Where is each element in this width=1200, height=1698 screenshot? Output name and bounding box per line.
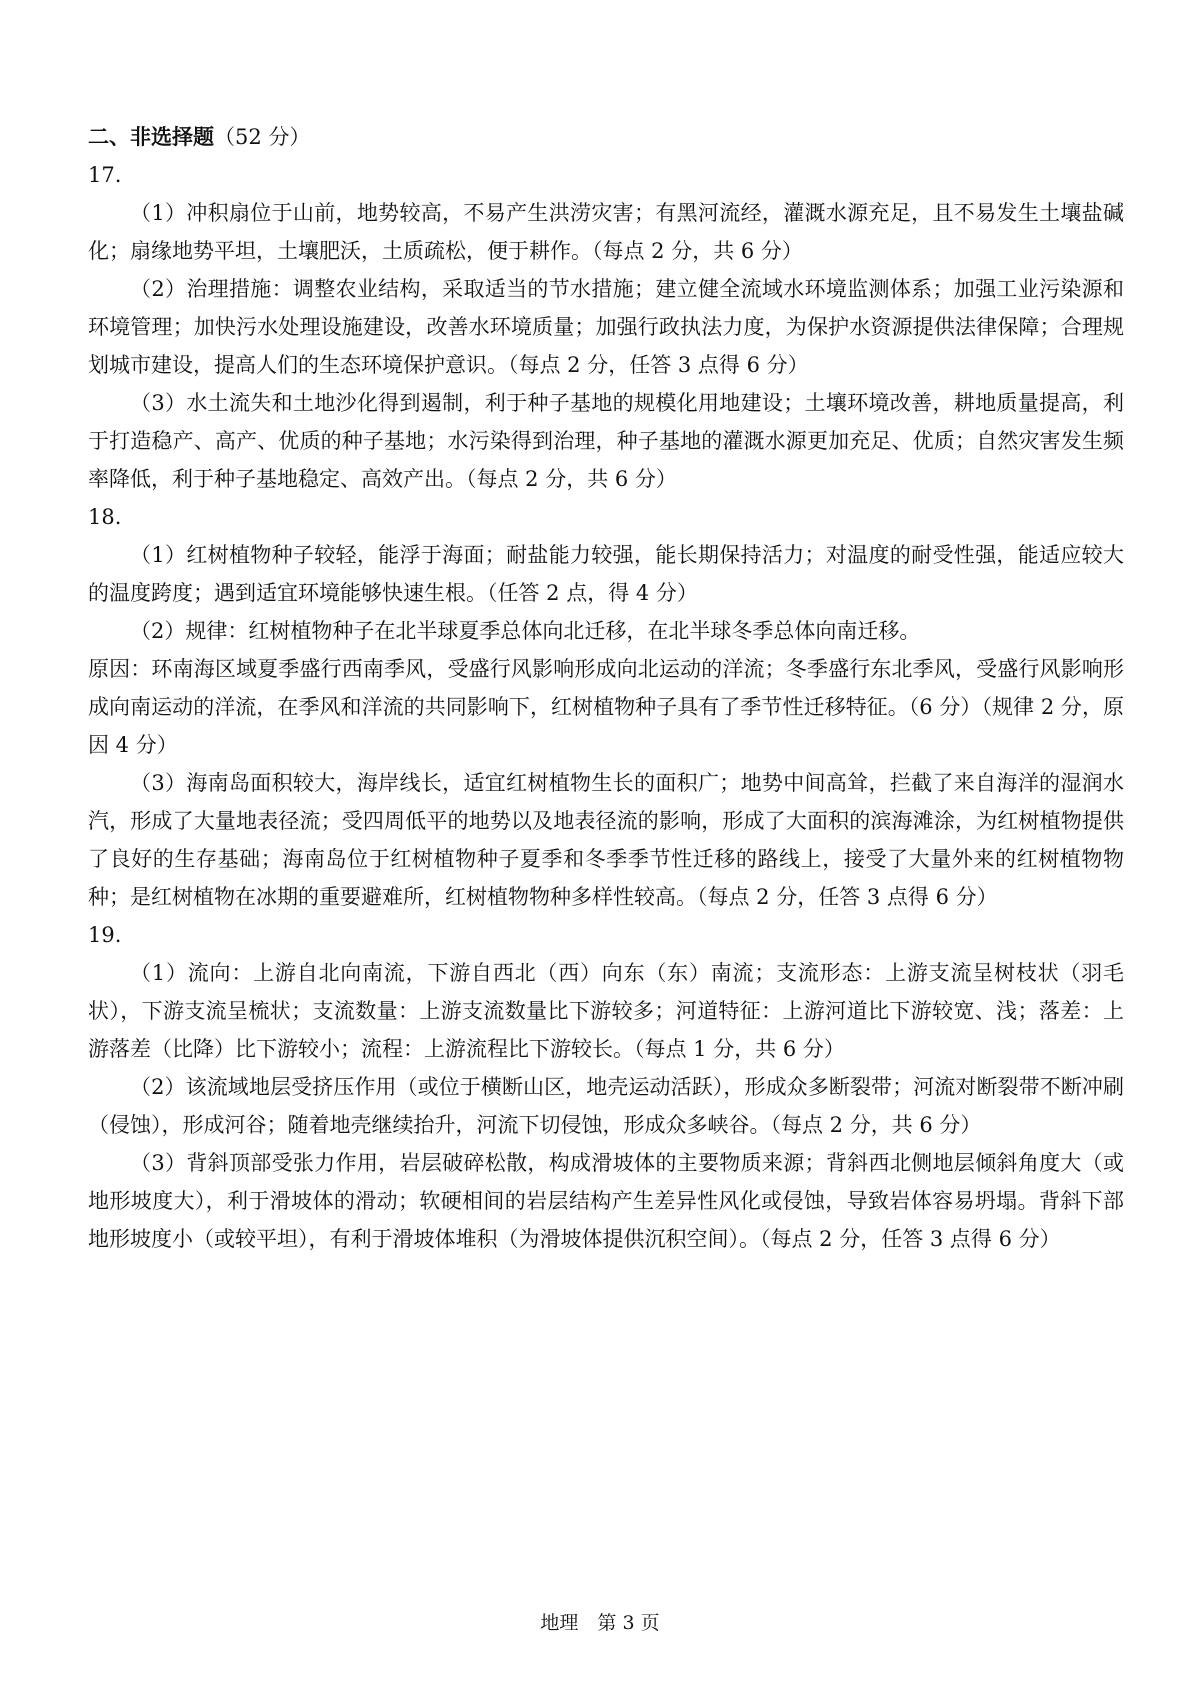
page-footer: 地理 第 3 页	[540, 1612, 660, 1634]
section-title: 二、非选择题	[88, 124, 214, 149]
question-number: 19.	[88, 923, 122, 947]
question-19	[88, 916, 1124, 1258]
answer-paragraph: （1）冲积扇位于山前，地势较高，不易产生洪涝灾害；有黑河流经，灌溉水源充足，且不易发生土壤盐碱化；扇缘地势平坦，土壤肥沃，土质疏松，便于耕作。（每点 2 分，共 6 分）	[88, 201, 1124, 263]
answer-paragraph: （2）规律：红树植物种子在北半球夏季总体向北迁移，在北半球冬季总体向南迁移。	[130, 619, 921, 643]
answer-paragraph: （1）流向：上游自北向南流，下游自西北（西）向东（东）南流；支流形态：上游支流呈树枝状（羽毛状），下游支流呈梳状；支流数量：上游支流数量比下游较多；河道特征：上游河道比下游较宽、浅；落差：上游落差（比降）比下游较小；流程：上游流程比下游较长。（每点 1 分，共 6 分）	[88, 961, 1124, 1061]
answer-paragraph: 原因：环南海区域夏季盛行西南季风，受盛行风影响形成向北运动的洋流；冬季盛行东北季风，受盛行风影响形成向南运动的洋流，在季风和洋流的共同影响下，红树植物种子具有了季节性迁移特征。（6 分）（规律 2 分，原因 4 分）	[88, 657, 1124, 757]
answer-paragraph: （1）红树植物种子较轻，能浮于海面；耐盐能力较强，能长期保持活力；对温度的耐受性强，能适应较大的温度跨度；遇到适宜环境能够快速生根。（任答 2 点，得 4 分）	[88, 543, 1124, 605]
question-number: 17.	[88, 163, 122, 187]
section-heading	[88, 118, 1124, 156]
question-17	[88, 156, 1124, 498]
answer-paragraph: （3）背斜顶部受张力作用，岩层破碎松散，构成滑坡体的主要物质来源；背斜西北侧地层倾斜角度大（或地形坡度大），利于滑坡体的滑动；软硬相间的岩层结构产生差异性风化或侵蚀，导致岩体容易坍塌。背斜下部地形坡度小（或较平坦），有利于滑坡体堆积（为滑坡体提供沉积空间）。（每点 2 分，任答 3 点得 6 分）	[88, 1151, 1124, 1251]
answer-paragraph: （3）水土流失和土地沙化得到遏制，利于种子基地的规模化用地建设；土壤环境改善，耕地质量提高，利于打造稳产、高产、优质的种子基地；水污染得到治理，种子基地的灌溉水源更加充足、优质；自然灾害发生频率降低，利于种子基地稳定、高效产出。（每点 2 分，共 6 分）	[88, 391, 1124, 491]
question-18	[88, 498, 1124, 916]
answer-paragraph: （3）海南岛面积较大，海岸线长，适宜红树植物生长的面积广；地势中间高耸，拦截了来自海洋的湿润水汽，形成了大量地表径流；受四周低平的地势以及地表径流的影响，形成了大面积的滨海滩涂，为红树植物提供了良好的生存基础；海南岛位于红树植物种子夏季和冬季季节性迁移的路线上，接受了大量外来的红树植物物种；是红树植物在冰期的重要避难所，红树植物物种多样性较高。（每点 2 分，任答 3 点得 6 分）	[88, 771, 1124, 909]
answer-paragraph: （2）该流域地层受挤压作用（或位于横断山区，地壳运动活跃），形成众多断裂带；河流对断裂带不断冲刷（侵蚀），形成河谷；随着地壳继续抬升，河流下切侵蚀，形成众多峡谷。（每点 2 分，共 6 分）	[88, 1075, 1124, 1137]
question-number: 18.	[88, 505, 122, 529]
section-score: （52 分）	[214, 125, 311, 149]
answer-page	[88, 118, 1124, 1258]
answer-paragraph: （2）治理措施：调整农业结构，采取适当的节水措施；建立健全流域水环境监测体系；加强工业污染源和环境管理；加快污水处理设施建设，改善水环境质量；加强行政执法力度，为保护水资源提供法律保障；合理规划城市建设，提高人们的生态环境保护意识。（每点 2 分，任答 3 点得 6 分）	[88, 277, 1124, 377]
